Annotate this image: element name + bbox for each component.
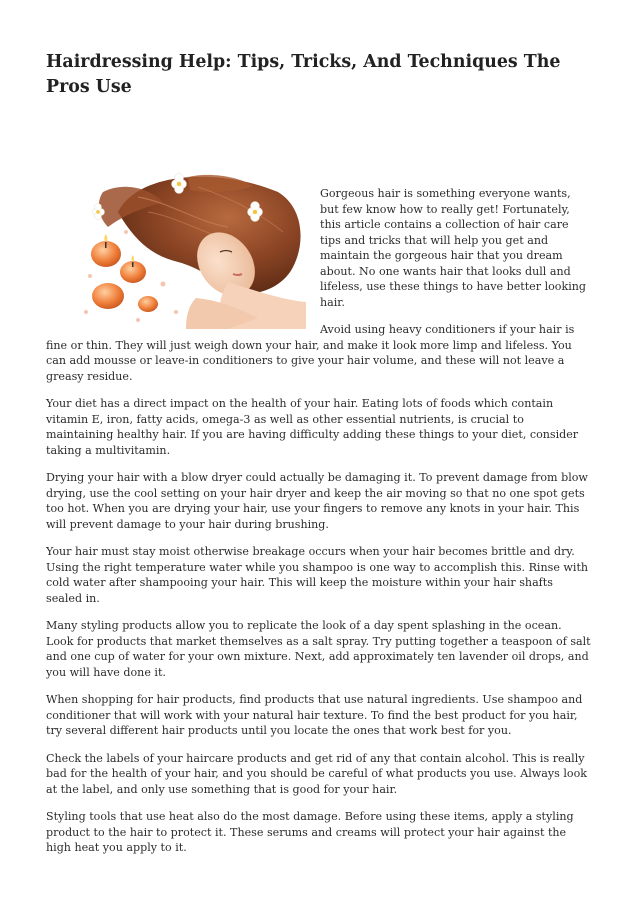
paragraph: When shopping for hair products, find products that use natural ingredients. Use shampoo and conditioner that will work with your natural hair texture. To find the best product for you hair, try several different hair products until you locate the ones that work best for you. [46, 693, 583, 737]
paragraph: Drying your hair with a blow dryer could actually be damaging it. To prevent damage from blow drying, use the cool setting on your hair dryer and keep the air moving so that no one spot gets too hot. When you are drying your hair, use your fingers to remove any knots in your hair. This will prevent damage to your hair during brushing. [46, 471, 588, 531]
paragraph: Styling tools that use heat also do the most damage. Before using these items, apply a styling product to the hair to protect it. These serums and creams will protect your hair against the high heat you apply to it. [46, 810, 574, 854]
paragraph: Many styling products allow you to replicate the look of a day spent splashing in the ocean. Look for products that market themselves as a salt spray. Try putting together a teaspoon of salt and one cup of water for your own mixture. Next, add approximately ten lavender oil drops, and you will have done it. [46, 619, 591, 679]
woman-with-flowers-and-candles-photo [78, 172, 306, 329]
paragraph: Avoid using heavy conditioners if your hair is fine or thin. They will just weigh down your hair, and make it look more limp and lifeless. You can add mousse or leave-in conditioners to give your hair volume, and these will not leave a greasy residue. [46, 323, 575, 383]
page-title: Hairdressing Help: Tips, Tricks, And Techniques The Pros Use [46, 52, 561, 97]
paragraph: Gorgeous hair is something everyone wants, but few know how to really get! Fortunately, this article contains a collection of hair care tips and tricks that will help you get and maintain the gorgeous hair that you dream about. No one wants hair that looks dull and lifeless, use these things to have better looking hair. [320, 187, 587, 309]
paragraph: Your diet has a direct impact on the health of your hair. Eating lots of foods which contain vitamin E, iron, fatty acids, omega-3 as well as other essential nutrients, is crucial to maintaining healthy hair. If you are having difficulty adding these things to your diet, consider taking a multivitamin. [46, 397, 579, 457]
paragraph: Check the labels of your haircare products and get rid of any that contain alcohol. This is really bad for the health of your hair, and you should be careful of what products you use. Always look at the label, and only use something that is good for your hair. [46, 751, 588, 796]
paragraph: Your hair must stay moist otherwise breakage occurs when your hair becomes brittle and dry. Using the right temperature water while you shampoo is one way to accomplish this. Rinse with cold water after shampooing your hair. This will keep the moisture within your hair shafts sealed in. [46, 545, 589, 605]
